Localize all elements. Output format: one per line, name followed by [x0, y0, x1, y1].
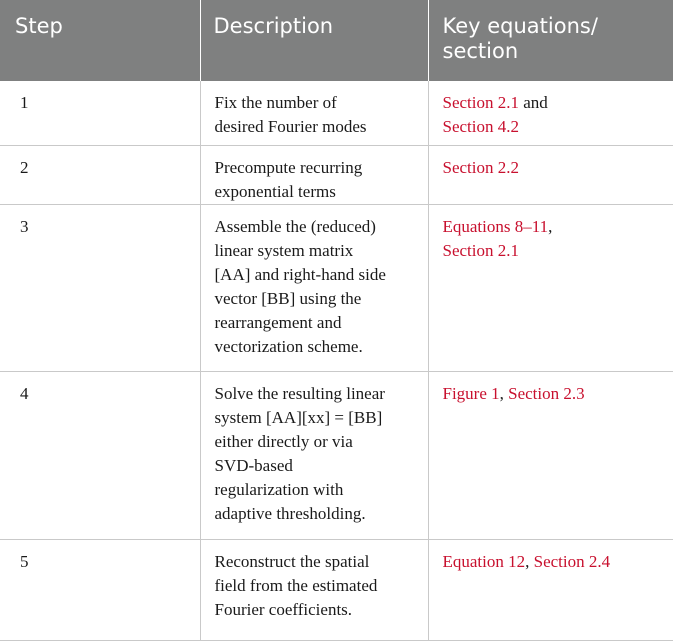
header-key-equations: [428, 0, 673, 81]
key-references: [428, 539, 673, 640]
reference-separator: ,: [525, 551, 534, 571]
reference-line: [443, 550, 666, 574]
description-line: exponential terms: [214, 181, 336, 201]
step-description: [200, 145, 428, 204]
table-body: [0, 81, 673, 640]
key-references: [428, 145, 673, 204]
reference-line: [443, 382, 666, 406]
description-line: linear system matrix: [214, 240, 354, 260]
description-line: vectorization scheme.: [214, 336, 363, 356]
key-references: [428, 371, 673, 539]
reference-line: [443, 91, 666, 115]
step-number: 3: [0, 204, 200, 371]
description-line: Assemble the (reduced): [214, 216, 376, 236]
reference-separator: ,: [499, 383, 509, 403]
description-line: desired Fourier modes: [214, 117, 367, 136]
reference-link[interactable]: Section 2.2: [442, 157, 519, 177]
reference-link[interactable]: Section 2.3: [508, 383, 585, 403]
header-key-line-1: Key equations/: [442, 14, 598, 38]
table-row: [0, 371, 673, 539]
step-description: [200, 371, 428, 539]
header-step: Step: [0, 0, 200, 81]
step-number: 4: [0, 371, 200, 539]
step-number: 1: [0, 81, 200, 145]
reference-link[interactable]: Section 4.2: [442, 117, 519, 136]
table-row: [0, 145, 673, 204]
description-line: Fix the number of: [214, 93, 337, 112]
table-row: [0, 539, 673, 640]
description-line: field from the estimated: [214, 575, 378, 595]
table-row: [0, 81, 673, 145]
table-header: [0, 0, 673, 81]
key-references: [428, 81, 673, 145]
step-number: 2: [0, 145, 200, 204]
description-line: SVD-based: [214, 455, 293, 475]
description-line: rearrangement and: [214, 312, 342, 332]
reference-link[interactable]: Equation 12: [442, 551, 526, 571]
description-line: Reconstruct the spatial: [214, 551, 370, 571]
description-line: system [AA][xx] = [BB]: [214, 407, 383, 427]
reference-line: [443, 115, 666, 139]
description-line: regularization with: [214, 479, 344, 499]
step-description: [200, 81, 428, 145]
reference-separator: and: [519, 93, 548, 112]
reference-line: [443, 156, 666, 180]
header-description: Description: [200, 0, 428, 81]
reference-line: [443, 239, 666, 263]
reference-link[interactable]: Section 2.4: [533, 551, 611, 571]
description-line: vector [BB] using the: [214, 288, 362, 308]
table-row: [0, 204, 673, 371]
description-line: [AA] and right-hand side: [214, 264, 386, 284]
reference-link[interactable]: Equations 8–11: [442, 216, 549, 236]
reference-link[interactable]: Section 2.1: [442, 93, 519, 112]
step-description: [200, 204, 428, 371]
reference-link[interactable]: Figure 1: [442, 383, 500, 403]
header-key-line-2: section: [442, 39, 519, 63]
description-line: either directly or via: [214, 431, 353, 451]
reference-line: [443, 215, 666, 239]
step-description: [200, 539, 428, 640]
header-row: [0, 0, 673, 81]
key-references: [428, 204, 673, 371]
description-line: adaptive thresholding.: [214, 503, 366, 523]
description-line: Fourier coefficients.: [214, 599, 353, 619]
reference-separator: ,: [548, 216, 553, 236]
description-line: Solve the resulting linear: [214, 383, 385, 403]
description-line: Precompute recurring: [214, 157, 363, 177]
step-number: 5: [0, 539, 200, 640]
reference-link[interactable]: Section 2.1: [442, 240, 519, 260]
